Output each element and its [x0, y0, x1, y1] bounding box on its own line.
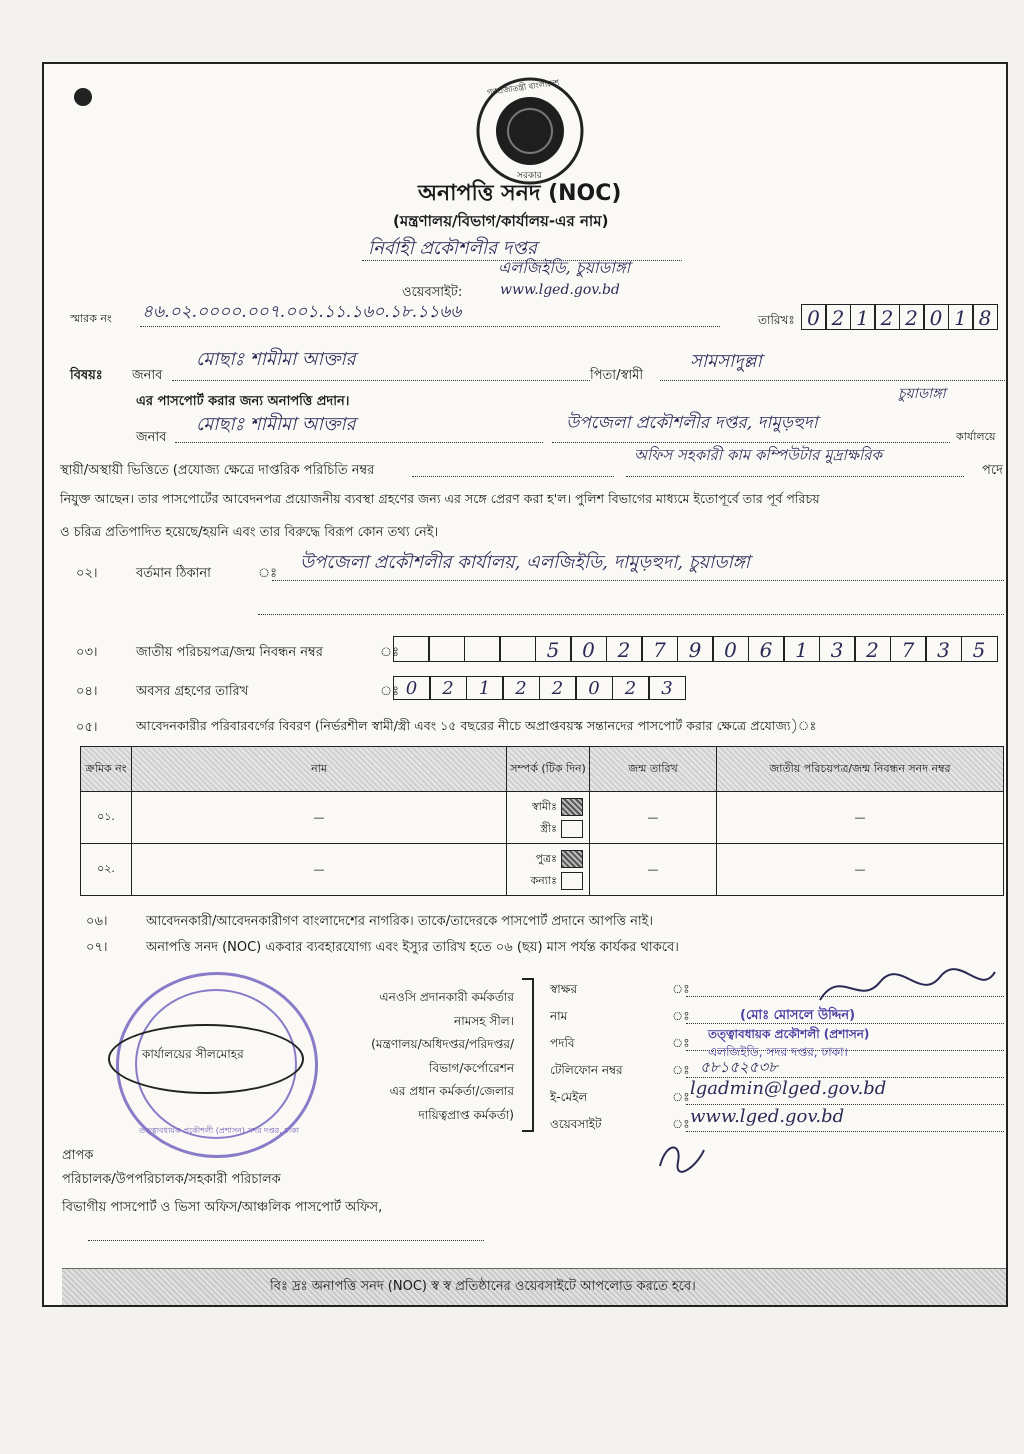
date-label: তারিখঃ [758, 313, 795, 327]
digit-box: 7 [641, 636, 678, 662]
row-relation [507, 792, 590, 844]
recipient-line2: বিভাগীয় পাসপোর্ট ও ভিসা অফিস/আঞ্চলিক পাসপোর্ট অফিস, [62, 1200, 383, 1215]
row-dob: — [590, 844, 717, 896]
row-serial: ০২. [81, 844, 132, 896]
signatory-fields [550, 976, 623, 1138]
subject-janab: জনাব [132, 368, 163, 383]
officer-website: www.lged.gov.bd [690, 1106, 845, 1127]
website-handwritten: www.lged.gov.bd [500, 282, 620, 298]
government-emblem [475, 76, 585, 186]
signatory-bracket [522, 978, 534, 1132]
office-suffix: কার্যালয়ে [956, 430, 996, 443]
digit-box: 2 [612, 676, 650, 700]
father-name: সামসাদুল্লা [690, 351, 762, 372]
daughter-checkbox[interactable] [561, 872, 583, 890]
retire-digit-boxes [394, 676, 686, 700]
son-checkbox[interactable] [561, 850, 583, 868]
relation-son-label: পুত্রঃ [535, 851, 557, 865]
row-name: — [132, 792, 507, 844]
item-06-number: ০৬। [86, 914, 108, 929]
signatory-description-line: বিভাগ/কর্পোরেশন [429, 1060, 514, 1075]
initials-mark [652, 1138, 712, 1178]
signatory-field-label: ই-মেইল [550, 1090, 588, 1104]
officer-title-stamp: তত্ত্বাবধায়ক প্রকৌশলী (প্রশাসন) [708, 1027, 870, 1041]
office-name-handwritten: নির্বাহী প্রকৌশলীর দপ্তর [368, 238, 537, 259]
page-title: অনাপত্তি সনদ (NOC) [418, 181, 622, 206]
signatory-description [322, 986, 514, 1127]
nid-digit-boxes [394, 636, 998, 662]
post-suffix: পদে [982, 463, 1003, 478]
relation-husband-label: স্বামীঃ [531, 799, 557, 813]
applicant-name-2: মোছাঃ শামীমা আক্তার [196, 414, 356, 435]
signatory-field-label: নাম [550, 1009, 568, 1023]
signatory-field-label: টেলিফোন নম্বর [550, 1063, 623, 1077]
digit-box: 7 [890, 636, 927, 662]
body-line-c: ও চরিত্র প্রতিপাদিত হয়েছে/হয়নি এবং তার বিরুদ্ধে বিরূপ কোন তথ্য নেই। [60, 525, 439, 540]
item-05-number: ০৫। [76, 720, 98, 735]
row-nid: — [717, 844, 1004, 896]
col-dob: জন্ম তারিখ [590, 747, 717, 792]
col-nid: জাতীয় পরিচয়পত্র/জন্ম নিবন্ধন সনদ নম্বর [717, 747, 1004, 792]
item-07-number: ০৭। [86, 940, 108, 955]
digit-box: 8 [972, 304, 998, 330]
signatory-field-label: স্বাক্ষর [550, 982, 578, 996]
digit-box [464, 636, 501, 662]
district-note: চুয়াডাঙ্গা [898, 386, 946, 402]
signature-mark [810, 962, 1000, 1012]
item-07-text: অনাপত্তি সনদ (NOC) একবার ব্যবহারযোগ্য এবং ইস্যুর তারিখ হতে ০৬ (ছয়) মাস পর্যন্ত কার্যকর থাকবে। [146, 940, 679, 955]
digit-box: 2 [854, 636, 891, 662]
signatory-description-line: (মন্ত্রণালয়/অধিদপ্তর/পরিদপ্তর/ [371, 1037, 514, 1051]
row-name: — [132, 844, 507, 896]
signatory-description-line: নামসহ সীল। [454, 1013, 514, 1028]
applicant-post: অফিস সহকারী কাম কম্পিউটার মুদ্রাক্ষরিক [634, 446, 883, 464]
row-nid: — [717, 792, 1004, 844]
item-03-number: ০৩। [76, 645, 98, 660]
footer-note: বিঃ দ্রঃ অনাপত্তি সনদ (NOC) স্ব স্ব প্রতিষ্ঠানের ওয়েবসাইটে আপলোড করতে হবে। [270, 1279, 696, 1294]
officer-email: lgadmin@lged.gov.bd [690, 1078, 887, 1099]
page-subtitle: (মন্ত্রণালয়/বিভাগ/কার্যালয়-এর নাম) [393, 212, 609, 230]
body-line-a: স্থায়ী/অস্থায়ী ভিত্তিতে (প্রযোজ্য ক্ষেত্রে দাপ্তরিক পরিচিতি নম্বর [60, 463, 375, 478]
body-janab: জনাব [136, 430, 167, 445]
row-relation [507, 844, 590, 896]
recipient-line1: পরিচালক/উপপরিচালক/সহকারী পরিচালক [62, 1172, 281, 1187]
digit-box: 0 [570, 636, 607, 662]
digit-box: 0 [575, 676, 613, 700]
digit-box: 0 [923, 304, 949, 330]
digit-box: 2 [502, 676, 540, 700]
emblem-bottom-text: সরকার [517, 171, 542, 181]
punch-hole [74, 88, 92, 106]
digit-box: 9 [677, 636, 714, 662]
retire-label: অবসর গ্রহণের তারিখ [136, 684, 249, 699]
digit-box: 5 [535, 636, 572, 662]
digit-box: 1 [466, 676, 504, 700]
digit-box: 2 [825, 304, 851, 330]
office-location-handwritten: এলজিইডি, চুয়াডাঙ্গা [498, 258, 631, 277]
digit-box [393, 636, 430, 662]
wife-checkbox[interactable] [561, 820, 583, 838]
digit-box: 2 [874, 304, 900, 330]
digit-box [428, 636, 465, 662]
digit-box: 6 [748, 636, 785, 662]
subject-label: বিষয়ঃ [70, 368, 103, 383]
digit-box: 2 [539, 676, 577, 700]
col-serial: ক্রমিক নং [81, 747, 132, 792]
family-table-header [81, 747, 1004, 792]
row-dob: — [590, 792, 717, 844]
signatory-field-label: পদবি [550, 1036, 575, 1050]
website-label: ওয়েবসাইট: [402, 285, 463, 300]
family-table [80, 746, 1004, 896]
recipient-label: প্রাপক [62, 1148, 94, 1163]
digit-box: 5 [961, 636, 998, 662]
round-stamp-text: তত্ত্বাবধায়ক প্রকৌশলী (প্রশাসন) সদর দপ্তর, ঢাকা [139, 1126, 300, 1135]
digit-box: 1 [850, 304, 876, 330]
item-02-number: ০২। [76, 566, 98, 581]
nid-label: জাতীয় পরিচয়পত্র/জন্ম নিবন্ধন নম্বর [136, 645, 323, 660]
applicant-name: মোছাঃ শামীমা আক্তার [196, 349, 356, 370]
digit-box: 1 [948, 304, 974, 330]
signatory-description-line: দায়িত্বপ্রাপ্ত কর্মকর্তা) [418, 1107, 514, 1122]
signatory-field-label: ওয়েবসাইট [550, 1117, 602, 1131]
officer-office-stamp: এলজিইডি, সদর দপ্তর, ঢাকা। [708, 1045, 848, 1059]
digit-box: 3 [819, 636, 856, 662]
current-address: উপজেলা প্রকৌশলীর কার্যালয়, এলজিইডি, দামুড়হুদা, চুয়াডাঙ্গা [300, 552, 750, 573]
memo-number: ৪৬.০২.০০০০.০০৭.০০১.১১.১৬০.১৮.১১৬৬ [142, 302, 462, 322]
family-label: আবেদনকারীর পরিবারবর্গের বিবরণ (নির্ভরশীল স্বামী/স্ত্রী এবং ১৫ বছরের নীচে অপ্রাপ্তবয়স্ক সন্তানদের পাসপোর্ট করার ক্ষেত্রে প্রযোজ্য)ঃ [136, 718, 817, 733]
digit-box: 2 [429, 676, 467, 700]
digit-box: 3 [925, 636, 962, 662]
table-row [81, 844, 1004, 896]
col-name: নাম [132, 747, 507, 792]
col-relation: সম্পর্ক (টিক দিন) [507, 747, 590, 792]
emblem-top-text: গণপ্রজাতন্ত্রী বাংলাদেশ [486, 78, 560, 98]
father-label: পিতা/স্বামী [590, 368, 644, 383]
memo-label: স্মারক নং [70, 312, 112, 325]
officer-phone: ৫৮১৫২৫৩৮ [700, 1058, 778, 1076]
signatory-description-line: এর প্রধান কর্মকর্তা/জেলার [389, 1084, 514, 1098]
digit-box: 0 [712, 636, 749, 662]
seal-label: কার্যালয়ের সীলমোহর [142, 1047, 244, 1061]
item-06-text: আবেদনকারী/আবেদনকারীগণ বাংলাদেশের নাগরিক। তাকে/তাদেরকে পাসপোর্ট প্রদানে আপত্তি নাই। [146, 914, 654, 929]
digit-box: 0 [393, 676, 431, 700]
applicant-office: উপজেলা প্রকৌশলীর দপ্তর, দামুড়হুদা [566, 413, 818, 433]
digit-box: 2 [606, 636, 643, 662]
relation-daughter-label: কন্যাঃ [530, 873, 557, 887]
footer-note-bar [62, 1268, 1006, 1305]
husband-checkbox[interactable] [561, 798, 583, 816]
item-04-number: ০৪। [76, 684, 98, 699]
digit-box: 3 [648, 676, 686, 700]
body-line-b: নিযুক্ত আছেন। তার পাসপোর্টের আবেদনপত্র প্রয়োজনীয় ব্যবস্থা গ্রহণের জন্য এর সঙ্গে প্রেরণ করা হ'ল। পুলিশ বিভাগের মাধ্যমে ইতোপূর্বে তার পূর্ব পরিচয় [60, 491, 820, 506]
row-serial: ০১. [81, 792, 132, 844]
date-digit-boxes [802, 304, 998, 330]
signatory-description-line: এনওসি প্রদানকারী কর্মকর্তার [379, 990, 514, 1004]
subject-line2: এর পাসপোর্ট করার জন্য অনাপত্তি প্রদান। [136, 394, 350, 409]
digit-box [499, 636, 536, 662]
digit-box: 1 [783, 636, 820, 662]
digit-box: 2 [899, 304, 925, 330]
relation-wife-label: স্ত্রীঃ [540, 821, 557, 835]
table-row [81, 792, 1004, 844]
digit-box: 0 [801, 304, 827, 330]
officer-name-stamp: (মোঃ মোসলে উদ্দিন) [740, 1008, 856, 1023]
address-label: বর্তমান ঠিকানা [136, 566, 211, 581]
